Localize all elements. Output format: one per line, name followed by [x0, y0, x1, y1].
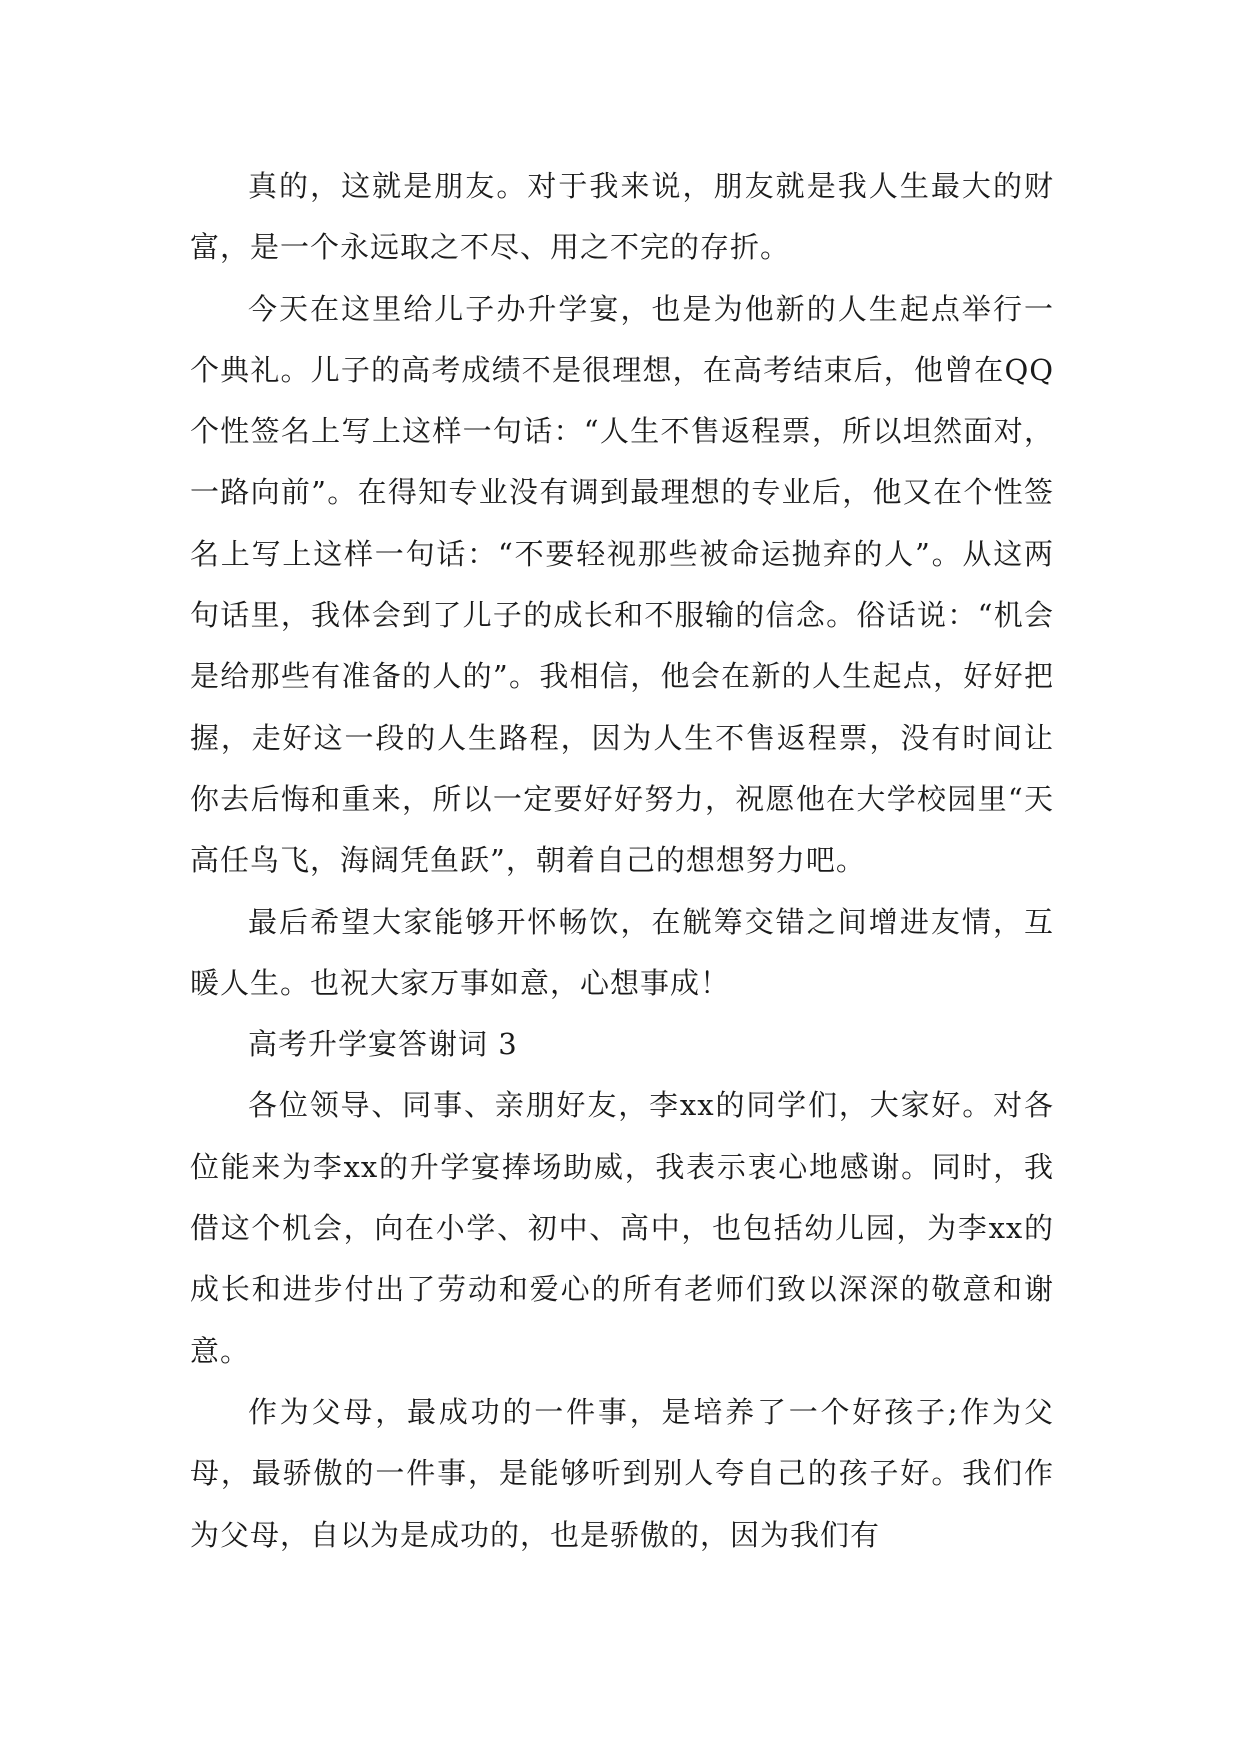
paragraph-closing-wishes: 最后希望大家能够开怀畅饮，在觥筹交错之间增进友情，互暖人生。也祝大家万事如意，心想事成！: [190, 904, 1054, 1000]
paragraph-parents: 作为父母，最成功的一件事，是培养了一个好孩子;作为父母，最骄傲的一件事，是能够听到别人夸自己的孩子好。我们作为父母，自以为是成功的，也是骄傲的，因为我们有: [190, 1394, 1054, 1552]
section-heading: 高考升学宴答谢词 3: [248, 1027, 518, 1062]
paragraph-friendship: 真的，这就是朋友。对于我来说，朋友就是我人生最大的财富，是一个永远取之不尽、用之不完的存折。: [190, 169, 1054, 265]
paragraph-greeting: 各位领导、同事、亲朋好友，李xx的同学们，大家好。对各位能来为李xx的升学宴捧场助威，我表示衷心地感谢。同时，我借这个机会，向在小学、初中、高中，也包括幼儿园，为李xx的成长和进步付出了劳动和爱心的所有老师们致以深深的敬意和谢意。: [190, 1088, 1054, 1368]
document-body: [190, 156, 1054, 1566]
paragraph-son-banquet: 今天在这里给儿子办升学宴，也是为他新的人生起点举行一个典礼。儿子的高考成绩不是很理想，在高考结束后，他曾在QQ个性签名上写上这样一句话：“人生不售返程票，所以坦然面对，一路向前”。在得知专业没有调到最理想的专业后，他又在个性签名上写上这样一句话：“不要轻视那些被命运抛弃的人”。从这两句话里，我体会到了儿子的成长和不服输的信念。俗话说：“机会是给那些有准备的人的”。我相信，他会在新的人生起点，好好把握，走好这一段的人生路程，因为人生不售返程票，没有时间让你去后悔和重来，所以一定要好好努力，祝愿他在大学校园里“天高任鸟飞，海阔凭鱼跃”，朝着自己的想想努力吧。: [190, 291, 1054, 878]
